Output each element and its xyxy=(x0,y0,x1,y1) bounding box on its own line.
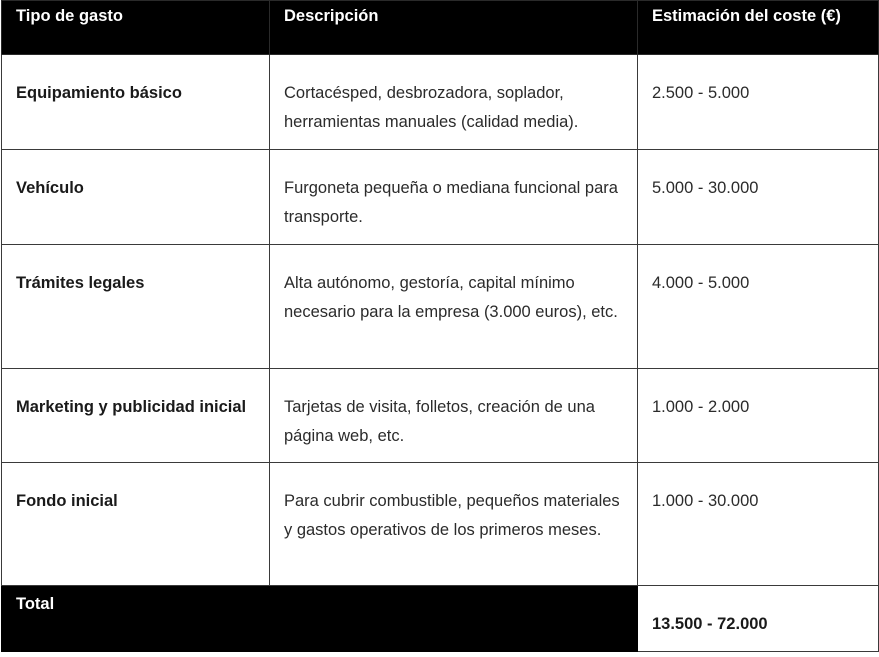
expense-type-cell: Equipamiento básico xyxy=(2,55,270,150)
cost-cell: 4.000 - 5.000 xyxy=(638,245,879,369)
description-cell: Tarjetas de visita, folletos, creación de una página web, etc. xyxy=(270,369,638,463)
table-row xyxy=(2,150,879,245)
cost-cell: 1.000 - 2.000 xyxy=(638,369,879,463)
expense-type-cell: Fondo inicial xyxy=(2,463,270,586)
table-row xyxy=(2,245,879,369)
cost-cell: 5.000 - 30.000 xyxy=(638,150,879,245)
description-cell: Para cubrir combustible, pequeños materiales y gastos operativos de los primeros meses. xyxy=(270,463,638,586)
table-row xyxy=(2,463,879,586)
cost-cell: 1.000 - 30.000 xyxy=(638,463,879,586)
total-label: Total xyxy=(2,586,638,652)
header-cost-estimate: Estimación del coste (€) xyxy=(638,1,879,55)
table-row xyxy=(2,55,879,150)
expense-type-cell: Vehículo xyxy=(2,150,270,245)
table-row xyxy=(2,369,879,463)
table-header-row xyxy=(2,1,879,55)
expense-type-cell: Marketing y publicidad inicial xyxy=(2,369,270,463)
header-description: Descripción xyxy=(270,1,638,55)
cost-cell: 2.500 - 5.000 xyxy=(638,55,879,150)
cost-estimate-table xyxy=(1,0,879,652)
total-row xyxy=(2,586,879,652)
total-value: 13.500 - 72.000 xyxy=(638,586,879,652)
description-cell: Alta autónomo, gestoría, capital mínimo necesario para la empresa (3.000 euros), etc. xyxy=(270,245,638,369)
expense-type-cell: Trámites legales xyxy=(2,245,270,369)
description-cell: Cortacésped, desbrozadora, soplador, herramientas manuales (calidad media). xyxy=(270,55,638,150)
header-expense-type: Tipo de gasto xyxy=(2,1,270,55)
description-cell: Furgoneta pequeña o mediana funcional para transporte. xyxy=(270,150,638,245)
